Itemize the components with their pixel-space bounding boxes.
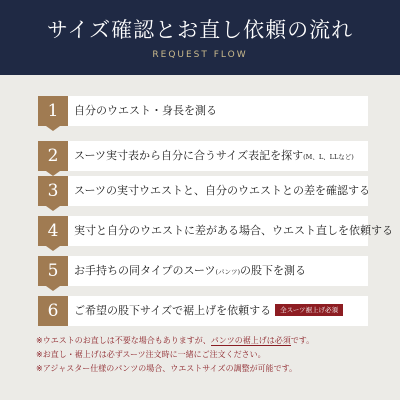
step-label <box>74 141 354 171</box>
page-title: サイズ確認とお直し依頼の流れ <box>46 18 354 42</box>
down-arrow-icon <box>46 286 60 291</box>
step-label <box>74 96 217 126</box>
step-number: 3 <box>38 176 68 206</box>
page-subtitle: REQUEST FLOW <box>152 50 248 60</box>
note-2: ※お直し・裾上げは必ずスーツ注文時に一緒にご注文ください。 <box>36 350 266 359</box>
step-number: 5 <box>38 256 68 286</box>
step-text: 自分のウエスト・身長を測る <box>74 104 217 117</box>
step-label <box>74 256 306 286</box>
step-number: 4 <box>38 216 68 246</box>
size-examples: (M、L、LLなど) <box>303 153 354 161</box>
step-text: お手持ちの同タイプのスーツ <box>74 264 216 277</box>
header-banner <box>0 0 400 75</box>
step-text: スーツ実寸表から自分に合うサイズ表記を探す <box>74 149 304 162</box>
step-number: 2 <box>38 141 68 171</box>
step-2 <box>38 141 368 171</box>
step-label <box>74 176 370 206</box>
note-1-emphasis: パンツの裾上げは必須 <box>210 336 291 345</box>
step-label <box>74 216 393 246</box>
step-label <box>74 296 343 326</box>
note-3: ※アジャスター仕様のパンツの場合、ウエストサイズの調整が可能です。 <box>36 364 297 373</box>
step-6 <box>38 296 368 326</box>
step-3 <box>38 176 371 206</box>
step-number: 6 <box>38 296 68 326</box>
note-1-end: です。 <box>290 336 315 345</box>
step-text-after: の股下を測る <box>240 264 307 277</box>
step-1 <box>38 96 368 126</box>
step-text: ご希望の股下サイズで裾上げを依頼する <box>74 304 272 317</box>
note-1-text: ※ウエストのお直しは不要な場合もありますが、 <box>36 336 211 345</box>
down-arrow-icon <box>46 246 60 251</box>
note-1 <box>36 334 376 348</box>
step-number: 1 <box>38 96 68 126</box>
down-arrow-icon <box>46 126 60 131</box>
step-4 <box>38 216 393 246</box>
notes <box>36 334 376 376</box>
hem-required-badge: 全スーツ裾上げ必須 <box>275 304 343 316</box>
step-text: 実寸と自分のウエストに差がある場合、ウエスト直しを依頼する <box>74 224 393 237</box>
pants-note: (パンツ) <box>215 268 241 276</box>
step-5 <box>38 256 368 286</box>
down-arrow-icon <box>46 206 60 211</box>
step-text: スーツの実寸ウエストと、自分のウエストとの差を確認する <box>74 184 371 197</box>
